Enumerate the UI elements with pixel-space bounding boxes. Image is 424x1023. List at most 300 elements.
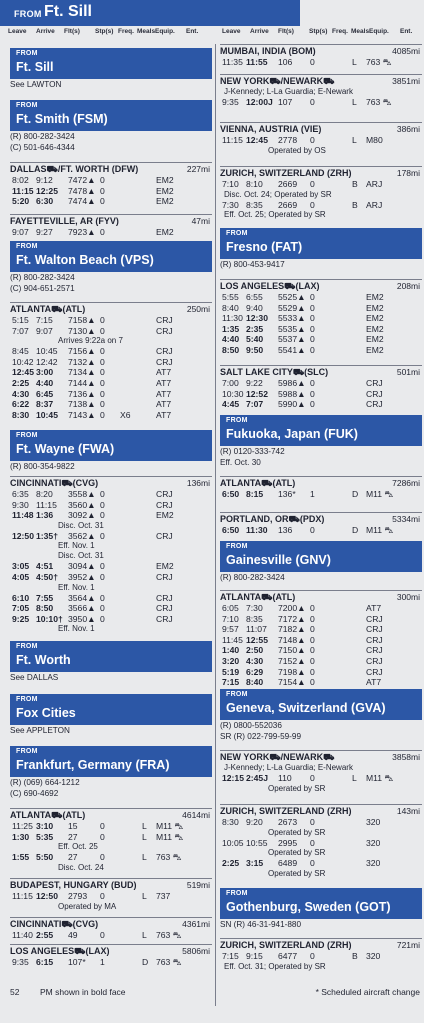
flight-flt: 6489 (278, 858, 298, 869)
flight-leave: 7:05 (12, 603, 30, 614)
flight-flt: 5535▲ (278, 323, 306, 334)
flight-equip: 763 ⛍ (156, 852, 182, 863)
destination-name: ATLANTA⛟(ATL) (10, 810, 86, 820)
flight-row (220, 951, 422, 962)
flight-arrive: 2:35 (246, 323, 264, 334)
column-header-ent: Ent. (400, 28, 413, 35)
section-destination (10, 162, 212, 207)
flight-arrive: 3:00 (36, 367, 54, 378)
flight-equip: CRJ (366, 399, 383, 410)
city-info-line: See LAWTON (10, 80, 62, 89)
flight-leave: 4:40 (222, 334, 240, 345)
flight-row (220, 389, 422, 400)
flight-row (220, 97, 422, 108)
flight-flt: 7158▲ (68, 315, 96, 325)
destination-miles: 227mi (186, 164, 210, 174)
flight-leave: 8:45 (12, 346, 29, 357)
banner-from-label: FROM (16, 432, 38, 439)
city-info-line: (R) 0120-333-742 (220, 447, 285, 456)
flight-leave: 10:05 (222, 837, 244, 848)
flight-stp: 0 (100, 603, 105, 614)
destination-header (10, 214, 212, 227)
city-info-line: SN (R) 46-31-941-880 (220, 920, 302, 929)
section-destination (10, 917, 212, 941)
destination-name: LOS ANGELES⛟(LAX) (220, 281, 320, 291)
flight-note: Operated by OS (268, 145, 326, 155)
flight-row (10, 315, 212, 326)
flight-flt: 7148▲ (278, 634, 306, 645)
section-city-block (10, 746, 212, 799)
flight-leave: 10:42 (12, 356, 34, 367)
destination-miles: 5806mi (182, 946, 210, 956)
flight-equip: EM2 (366, 323, 384, 334)
banner-city-name: Ft. Sill (16, 60, 54, 74)
flight-leave: 11:48 (12, 510, 34, 521)
destination-name: ZURICH, SWITZERLAND (ZRH) (220, 168, 352, 178)
section-city-block (10, 430, 212, 472)
destination-header (10, 302, 212, 315)
flight-leave: 6:50 (222, 489, 240, 499)
flight-freq: X6 (120, 409, 131, 420)
flight-stp: 0 (310, 292, 315, 302)
origin-city-banner (10, 100, 212, 131)
flight-flt: 2673 (278, 817, 298, 827)
flight-equip: M80 (366, 135, 383, 145)
flight-leave: 11:25 (12, 821, 33, 831)
flight-leave: 6:22 (12, 399, 30, 410)
flight-note: Disc. Oct. 24; Operated by SR (224, 189, 332, 199)
flight-arrive: 7:15 (36, 315, 53, 325)
flight-arrive: 8:37 (36, 399, 54, 410)
flight-arrive: 1:36 (36, 510, 54, 521)
destination-miles: 208mi (396, 281, 420, 291)
flight-flt: 7134▲ (68, 367, 96, 378)
flight-leave: 3:20 (222, 655, 240, 666)
destination-miles: 501mi (396, 367, 420, 377)
flight-arrive: 1:35† (36, 530, 58, 541)
flight-stp: 0 (100, 831, 105, 842)
origin-city-banner (10, 694, 212, 725)
flight-equip: EM2 (366, 313, 384, 324)
flight-arrive: 3:10 (36, 821, 54, 831)
flight-arrive: 10:45 (36, 346, 58, 357)
column-header-freq: Freq. (118, 28, 134, 35)
flight-row (10, 196, 212, 207)
flight-leave: 12:15 (222, 773, 244, 783)
flight-equip: AT7 (366, 677, 382, 688)
flight-stp: 0 (100, 571, 105, 582)
flight-equip: CRJ (156, 346, 173, 357)
flight-flt: 5988▲ (278, 388, 306, 399)
flight-stp: 0 (100, 367, 105, 378)
flight-leave: 11:15 (222, 135, 243, 145)
flight-arrive: 4:30 (246, 655, 264, 666)
flight-flt: 3566▲ (68, 603, 96, 614)
flight-row (10, 957, 212, 968)
flight-row (220, 378, 422, 389)
destination-miles: 721mi (396, 940, 420, 950)
flight-stp: 0 (100, 489, 105, 499)
city-info-line: (C) 501-646-4344 (10, 143, 75, 152)
flight-equip: 320 (366, 951, 381, 961)
flight-meals: L (142, 891, 147, 901)
origin-city-banner (10, 746, 212, 777)
flight-arrive: 5:40 (246, 334, 264, 345)
flight-flt: 6477 (278, 951, 298, 961)
flight-meals: L (142, 831, 147, 842)
flight-flt: 2995 (278, 837, 298, 848)
flight-leave: 9:25 (12, 613, 30, 624)
flight-flt: 107 (278, 97, 293, 107)
flight-stp: 0 (310, 179, 315, 189)
flight-row (220, 200, 422, 211)
flight-meals: L (142, 930, 147, 940)
flight-stp: 0 (100, 891, 105, 901)
destination-name: NEW YORK⛟/NEWARK⛟ (220, 76, 335, 86)
destination-name: CINCINNATI⛟(CVG) (10, 919, 99, 929)
flight-leave: 8:30 (222, 817, 239, 827)
flight-leave: 6:10 (12, 592, 30, 603)
flight-stp: 0 (310, 399, 315, 410)
section-destination (220, 476, 422, 500)
column-header-stps: Stp(s) (95, 28, 114, 35)
flight-leave: 7:00 (222, 378, 239, 388)
flight-arrive: 8:15 (246, 489, 264, 499)
flight-stp: 0 (310, 525, 315, 535)
flight-note: Operated by SR (268, 827, 326, 837)
banner-city-name: Ft. Wayne (FWA) (16, 442, 115, 456)
flight-stp: 0 (100, 356, 105, 367)
flight-equip: CRJ (156, 530, 173, 541)
flight-leave: 11:35 (222, 57, 243, 67)
flight-arrive: 12:55 (246, 634, 268, 645)
flight-flt: 2669 (278, 179, 298, 189)
destination-miles: 143mi (396, 806, 420, 816)
flight-equip: M11 ⛍ (366, 489, 394, 499)
destination-miles: 300mi (396, 592, 420, 602)
flight-stp: 0 (310, 858, 315, 869)
flight-arrive: 9:50 (246, 344, 264, 355)
banner-from-label: FROM (226, 417, 248, 424)
flight-arrive: 7:30 (246, 603, 263, 613)
flight-equip: M11 ⛍ (156, 821, 184, 831)
flight-equip: CRJ (366, 624, 383, 635)
destination-name: CINCINNATI⛟(CVG) (10, 478, 99, 488)
city-info-line: (R) 800-282-3424 (10, 273, 75, 282)
flight-arrive: 2:45J (246, 773, 268, 783)
flight-leave: 4:45 (222, 399, 240, 410)
section-destination (220, 279, 422, 356)
flight-stp: 0 (310, 378, 315, 388)
flight-row (220, 645, 422, 656)
flight-row (220, 324, 422, 335)
flight-meals: L (352, 97, 357, 107)
city-info-line: See DALLAS (10, 673, 59, 682)
flight-stp: 0 (310, 97, 315, 107)
flight-row (220, 677, 422, 688)
flight-note: J-Kennedy; L-La Guardia; E-Newark (224, 763, 353, 772)
flight-note: Operated by SR (268, 783, 326, 793)
column-header-stps: Stp(s) (309, 28, 328, 35)
destination-name: VIENNA, AUSTRIA (VIE) (220, 124, 322, 134)
destination-header (10, 917, 212, 930)
section-destination (10, 878, 212, 912)
flight-leave: 5:55 (222, 292, 239, 302)
flight-arrive: 10:10† (36, 613, 63, 624)
flight-leave: 1:40 (222, 645, 240, 656)
flight-row (220, 135, 422, 146)
city-info-line: (R) (069) 664-1212 (10, 778, 80, 787)
flight-arrive: 6:30 (36, 196, 54, 207)
flight-row (10, 378, 212, 389)
flight-stp: 0 (100, 175, 105, 185)
destination-miles: 386mi (396, 124, 420, 134)
flight-stp: 0 (310, 388, 315, 399)
flight-row (10, 346, 212, 357)
flight-row (220, 489, 422, 500)
origin-city-banner (220, 689, 422, 720)
city-info-line: SR (R) 022-799-59-99 (220, 732, 302, 741)
flight-row (10, 603, 212, 614)
destination-header (220, 476, 422, 489)
flight-flt: 7132▲ (68, 356, 96, 367)
destination-name: FAYETTEVILLE, AR (FYV) (10, 216, 119, 226)
flight-stp: 0 (100, 852, 105, 863)
banner-city-name: Frankfurt, Germany (FRA) (16, 758, 170, 772)
flight-row (10, 891, 212, 902)
destination-name: ATLANTA⛟(ATL) (220, 478, 296, 488)
section-city-block (220, 415, 422, 468)
flight-stp: 0 (310, 624, 315, 635)
destination-miles: 3851mi (392, 76, 420, 86)
city-info-line: (R) 800-354-9822 (10, 462, 75, 471)
flight-stp: 0 (100, 530, 105, 541)
origin-city-banner (10, 241, 212, 272)
destination-header (220, 74, 422, 87)
flight-stp: 0 (310, 313, 315, 324)
flight-row (10, 410, 212, 421)
flight-row (220, 399, 422, 410)
flight-leave: 7:10 (222, 179, 239, 189)
city-info-line: (C) 690-4692 (10, 789, 59, 798)
flight-stp: 0 (310, 655, 315, 666)
section-destination (10, 302, 212, 420)
flight-arrive: 2:50 (246, 645, 264, 656)
destination-miles: 250mi (186, 304, 210, 314)
flight-row (10, 852, 212, 863)
flight-equip: ARJ (366, 179, 383, 189)
banner-from-label: FROM (16, 748, 38, 755)
flight-row (10, 500, 212, 511)
flight-leave: 7:30 (222, 199, 239, 210)
section-destination (220, 166, 422, 220)
flight-row (220, 603, 422, 614)
city-info-line: (R) 0800-552036 (220, 721, 282, 730)
banner-from-label: FROM (226, 543, 248, 550)
column-header-equip: Equip. (155, 28, 175, 35)
flight-leave: 6:35 (12, 489, 29, 499)
flight-row (10, 930, 212, 941)
flight-arrive: 9:15 (246, 951, 263, 961)
flight-row (10, 489, 212, 500)
flight-arrive: 9:20 (246, 817, 263, 827)
flight-leave: 12:45 (12, 367, 34, 378)
flight-flt: 3950▲ (68, 613, 96, 624)
section-city-block (10, 241, 212, 294)
flight-stp: 0 (100, 315, 105, 325)
flight-row (10, 367, 212, 378)
flight-leave: 10:30 (222, 388, 244, 399)
flight-note: Eff. Nov. 1 (58, 541, 95, 551)
flight-arrive: 11:15 (36, 499, 57, 510)
flight-stp: 0 (310, 645, 315, 656)
column-header-equip: Equip. (369, 28, 389, 35)
column-header-freq: Freq. (332, 28, 348, 35)
banner-city-name: Ft. Smith (FSM) (16, 112, 108, 126)
banner-from-label: FROM (16, 102, 38, 109)
destination-header (220, 750, 422, 763)
flight-equip: CRJ (366, 388, 383, 399)
flight-stp: 0 (100, 325, 105, 336)
flight-note: Arrives 9:22a on 7 (58, 336, 123, 346)
flight-leave: 6:50 (222, 525, 240, 535)
flight-flt: 7172▲ (278, 613, 306, 624)
destination-header (220, 279, 422, 292)
flight-arrive: 2:55 (36, 930, 54, 940)
flight-arrive: 8:10 (246, 179, 263, 189)
flight-flt: 7144▲ (68, 377, 96, 388)
flight-row (220, 635, 422, 646)
flight-meals: L (142, 852, 147, 863)
flight-equip: M11 ⛍ (366, 525, 394, 535)
flight-flt: 15 (68, 821, 78, 831)
banner-city-name: Fox Cities (16, 706, 76, 720)
flight-leave: 5:15 (12, 315, 29, 325)
flight-leave: 7:10 (222, 613, 239, 624)
flight-row (10, 593, 212, 604)
flight-stp: 0 (310, 666, 315, 677)
section-destination (220, 750, 422, 794)
flight-equip: CRJ (156, 603, 173, 614)
flight-equip: CRJ (366, 655, 383, 666)
flight-arrive: 6:45 (36, 388, 54, 399)
destination-miles: 136mi (186, 478, 210, 488)
flight-leave: 9:35 (12, 957, 29, 967)
column-header-arrive: Arrive (36, 28, 55, 35)
flight-flt: 27 (68, 831, 78, 842)
flight-equip: EM2 (156, 510, 174, 521)
flight-equip: 763 ⛍ (156, 957, 182, 967)
flight-stp: 0 (100, 510, 105, 521)
flight-meals: L (352, 57, 357, 67)
flight-arrive: 7:55 (36, 592, 54, 603)
flight-equip: AT7 (156, 388, 172, 399)
flight-arrive: 4:51 (36, 561, 54, 572)
flight-arrive: 6:15 (36, 957, 54, 967)
flight-stp: 0 (310, 817, 315, 827)
column-divider (215, 44, 216, 1006)
banner-city-name: Fresno (FAT) (226, 240, 303, 254)
banner-from-label: FROM (16, 50, 38, 57)
flight-arrive: 10:55 (246, 837, 268, 848)
flight-equip: CRJ (156, 499, 173, 510)
flight-equip: CRJ (366, 378, 383, 388)
flight-equip: CRJ (156, 571, 173, 582)
banner-from-label: FROM (226, 230, 248, 237)
flight-equip: 320 (366, 817, 381, 827)
flight-arrive: 6:29 (246, 666, 264, 677)
section-city-block (220, 228, 422, 270)
flight-stp: 0 (310, 323, 315, 334)
section-destination (220, 74, 422, 108)
flight-flt: 5990▲ (278, 399, 306, 410)
flight-equip: 763 ⛍ (366, 97, 392, 107)
destination-name: ATLANTA⛟(ATL) (10, 304, 86, 314)
section-destination (220, 512, 422, 536)
destination-name: NEW YORK⛟/NEWARK⛟ (220, 752, 335, 762)
section-destination (220, 804, 422, 879)
origin-city-banner (10, 48, 212, 79)
flight-flt: 2669 (278, 199, 298, 210)
flight-equip: CRJ (156, 592, 173, 603)
flight-leave: 12:50 (12, 530, 34, 541)
flight-flt: 7154▲ (278, 677, 306, 688)
destination-header (220, 804, 422, 817)
flight-equip: EM2 (156, 561, 174, 572)
flight-flt: 7474▲ (68, 196, 96, 207)
city-info-line: (R) 800-282-3424 (220, 573, 285, 582)
flight-stp: 0 (100, 346, 105, 357)
flight-flt: 7136▲ (68, 388, 96, 399)
destination-miles: 4614mi (182, 810, 210, 820)
destination-name: BUDAPEST, HUNGARY (BUD) (10, 880, 137, 890)
flight-meals: B (352, 179, 358, 189)
flight-equip: EM2 (366, 344, 384, 355)
flight-leave: 9:57 (222, 624, 239, 635)
flight-stp: 0 (310, 199, 315, 210)
flight-flt: 107* (68, 957, 86, 967)
flight-flt: 5533▲ (278, 313, 306, 324)
flight-row (10, 227, 212, 238)
flight-equip: 320 (366, 858, 381, 869)
section-destination (220, 365, 422, 410)
destination-miles: 3858mi (392, 752, 420, 762)
flight-row (220, 773, 422, 784)
flight-meals: L (142, 821, 147, 831)
origin-city: Ft. Sill (44, 3, 92, 20)
flight-flt: 5541▲ (278, 344, 306, 355)
column-header-flts: Flt(s) (278, 28, 294, 35)
flight-arrive: 7:07 (246, 399, 264, 410)
destination-name: PORTLAND, OR⛟(PDX) (220, 514, 325, 524)
flight-row (10, 389, 212, 400)
section-city-block (10, 694, 212, 736)
destination-miles: 4361mi (182, 919, 210, 929)
flight-stp: 0 (310, 135, 315, 145)
section-city-block (10, 641, 212, 683)
flight-leave: 7:07 (12, 325, 29, 336)
flight-leave: 3:05 (12, 561, 30, 572)
destination-header (10, 808, 212, 821)
flight-flt: 7923▲ (68, 227, 96, 237)
flight-row (220, 817, 422, 828)
column-header-leave: Leave (222, 28, 241, 35)
origin-tab (0, 0, 300, 26)
flight-arrive: 10:45 (36, 409, 58, 420)
flight-equip: M11 ⛍ (366, 773, 394, 783)
flight-leave: 4:05 (12, 571, 30, 582)
flight-stp: 0 (100, 388, 105, 399)
